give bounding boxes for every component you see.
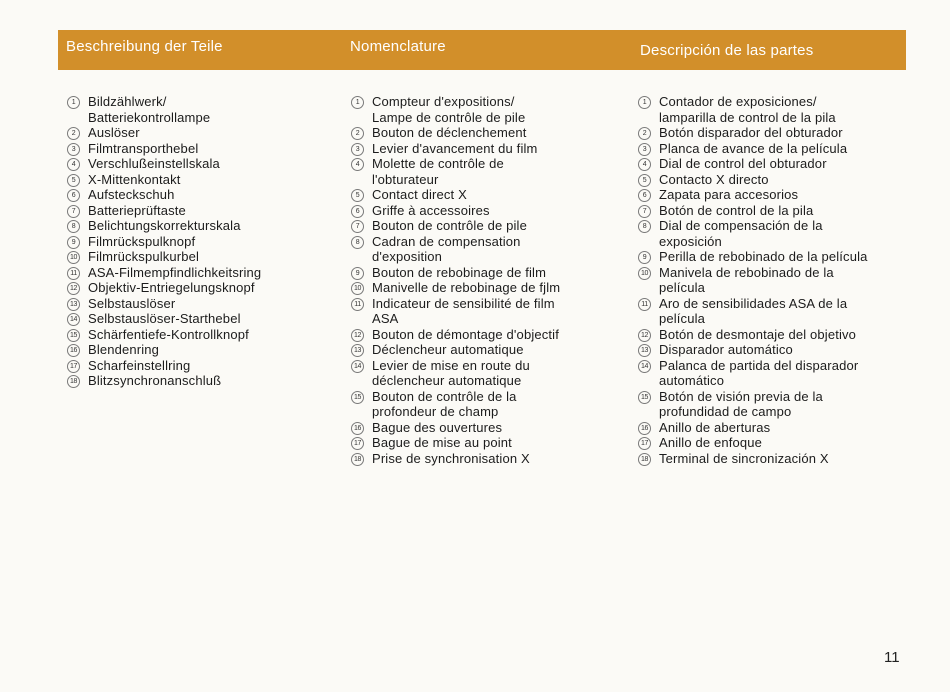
list-item (67, 156, 337, 172)
item-label: Disparador automático (659, 342, 793, 357)
item-label: Compteur d'expositions/ Lampe de contrôle de pile (372, 94, 526, 125)
item-label: Prise de synchronisation X (372, 450, 530, 466)
item-label: Objektiv-Entriegelungsknopf (88, 280, 255, 295)
list-item (638, 172, 903, 188)
item-label: Auslöser (88, 125, 140, 140)
item-label: Manivela de rebobinado de la película (659, 264, 834, 295)
item-label: Palanca de partida del disparador automático (659, 357, 859, 388)
item-number-badge: 10 (351, 282, 364, 295)
item-number-badge: 8 (67, 220, 80, 233)
item-number-badge: 11 (67, 267, 80, 280)
item-number-badge: 2 (638, 127, 651, 140)
item-label: Contact direct X (372, 187, 467, 202)
item-label: Bouton de déclenchement (372, 125, 527, 140)
item-number-badge: 15 (351, 391, 364, 404)
item-number-badge: 4 (351, 158, 364, 171)
item-label: Botón disparador del obturador (659, 125, 843, 140)
list-item (638, 265, 903, 296)
item-label: Manivelle de rebobinage de fjlm (372, 280, 561, 295)
item-number-badge: 17 (638, 437, 651, 450)
item-label: Filmrückspulknopf (88, 233, 196, 249)
list-item (638, 94, 903, 125)
item-number-badge: 13 (351, 344, 364, 357)
item-number-badge: 4 (638, 158, 651, 171)
german-parts-list (67, 94, 337, 389)
list-item (67, 296, 337, 312)
list-item (351, 435, 621, 451)
item-number-badge: 5 (351, 189, 364, 202)
item-number-badge: 9 (351, 267, 364, 280)
item-number-badge: 3 (351, 143, 364, 156)
item-label: Bague des ouvertures (372, 419, 503, 435)
french-heading: Nomenclature (350, 38, 446, 55)
spanish-column (638, 94, 903, 466)
item-label: Molette de contrôle de l'obturateur (372, 156, 504, 187)
item-number-badge: 11 (351, 298, 364, 311)
spanish-heading: Descripción de las partes (640, 42, 814, 59)
item-label: Contacto X directo (659, 171, 769, 187)
item-number-badge: 17 (67, 360, 80, 373)
list-item (351, 327, 621, 343)
item-label: Terminal de sincronización X (659, 450, 829, 466)
list-item (638, 451, 903, 467)
spanish-parts-list (638, 94, 903, 466)
item-number-badge: 1 (67, 96, 80, 109)
item-label: X-Mittenkontakt (88, 171, 181, 187)
list-item (351, 187, 621, 203)
list-item (638, 327, 903, 343)
item-label: Aro de sensibilidades ASA de la película (659, 295, 848, 326)
item-number-badge: 1 (351, 96, 364, 109)
item-number-badge: 18 (638, 453, 651, 466)
item-label: Scharfeinstellring (88, 357, 191, 373)
item-label: Blitzsynchronanschluß (88, 373, 222, 388)
item-label: Filmtransporthebel (88, 140, 199, 156)
item-label: Bague de mise au point (372, 435, 512, 450)
item-label: Bouton de démontage d'objectif (372, 326, 559, 342)
item-label: Planca de avance de la película (659, 140, 848, 156)
item-label: Belichtungskorrekturskala (88, 218, 241, 233)
item-label: Verschlußeinstellskala (88, 156, 220, 171)
item-number-badge: 10 (67, 251, 80, 264)
item-number-badge: 2 (67, 127, 80, 140)
item-label: Bouton de contrôle de la profondeur de champ (372, 388, 517, 419)
item-label: Bouton de contrôle de pile (372, 218, 527, 233)
item-label: Bildzählwerk/ Batteriekontrollampe (88, 94, 211, 125)
item-number-badge: 6 (351, 205, 364, 218)
list-item (67, 327, 337, 343)
item-number-badge: 9 (638, 251, 651, 264)
item-number-badge: 13 (638, 344, 651, 357)
list-item (351, 280, 621, 296)
item-label: Perilla de rebobinado de la película (659, 249, 868, 264)
item-label: Botón de visión previa de la profundidad de campo (659, 388, 823, 419)
item-number-badge: 9 (67, 236, 80, 249)
item-number-badge: 11 (638, 298, 651, 311)
item-label: Filmrückspulkurbel (88, 249, 200, 264)
french-parts-list (351, 94, 621, 466)
item-number-badge: 14 (67, 313, 80, 326)
list-item (638, 435, 903, 451)
list-item (351, 203, 621, 219)
item-number-badge: 14 (638, 360, 651, 373)
list-item (351, 218, 621, 234)
list-item (351, 234, 621, 265)
item-label: ASA-Filmempfindlichkeitsring (88, 264, 262, 280)
item-number-badge: 13 (67, 298, 80, 311)
list-item (67, 280, 337, 296)
item-number-badge: 7 (67, 205, 80, 218)
list-item (351, 420, 621, 436)
item-number-badge: 18 (351, 453, 364, 466)
item-number-badge: 18 (67, 375, 80, 388)
item-label: Botón de control de la pila (659, 202, 814, 218)
list-item (67, 311, 337, 327)
item-number-badge: 12 (67, 282, 80, 295)
item-number-badge: 8 (638, 220, 651, 233)
item-label: Selbstauslöser-Starthebel (88, 311, 241, 326)
list-item (67, 94, 337, 125)
list-item (351, 141, 621, 157)
item-number-badge: 14 (351, 360, 364, 373)
list-item (638, 141, 903, 157)
list-item (351, 125, 621, 141)
list-item (67, 141, 337, 157)
list-item (638, 358, 903, 389)
item-number-badge: 17 (351, 437, 364, 450)
item-number-badge: 5 (638, 174, 651, 187)
item-number-badge: 10 (638, 267, 651, 280)
item-number-badge: 16 (351, 422, 364, 435)
item-number-badge: 5 (67, 174, 80, 187)
item-number-badge: 7 (638, 205, 651, 218)
item-number-badge: 16 (67, 344, 80, 357)
item-number-badge: 12 (351, 329, 364, 342)
french-column (351, 94, 621, 466)
item-number-badge: 6 (67, 189, 80, 202)
item-label: Zapata para accesorios (659, 187, 799, 202)
item-number-badge: 3 (67, 143, 80, 156)
item-label: Dial de compensación de la exposición (659, 218, 823, 249)
list-item (351, 296, 621, 327)
item-label: Contador de exposiciones/ lamparilla de control de la pila (659, 94, 836, 125)
item-number-badge: 6 (638, 189, 651, 202)
list-item (351, 358, 621, 389)
german-column (67, 94, 337, 389)
item-number-badge: 15 (67, 329, 80, 342)
item-label: Blendenring (88, 342, 160, 357)
item-number-badge: 1 (638, 96, 651, 109)
item-label: Aufsteckschuh (88, 187, 175, 202)
list-item (351, 265, 621, 281)
list-item (638, 296, 903, 327)
list-item (351, 94, 621, 125)
list-item (638, 218, 903, 249)
item-label: Batterieprüftaste (88, 202, 186, 218)
list-item (638, 187, 903, 203)
list-item (67, 234, 337, 250)
item-label: Anillo de enfoque (659, 435, 763, 450)
list-item (351, 389, 621, 420)
list-item (67, 342, 337, 358)
item-label: Déclencheur automatique (372, 342, 524, 357)
list-item (67, 187, 337, 203)
list-item (638, 389, 903, 420)
item-label: Anillo de aberturas (659, 419, 771, 435)
list-item (67, 203, 337, 219)
item-number-badge: 7 (351, 220, 364, 233)
item-label: Bouton de rebobinage de film (372, 264, 547, 280)
list-item (67, 373, 337, 389)
item-label: Levier de mise en route du déclencheur automatique (372, 357, 530, 388)
list-item (638, 342, 903, 358)
page-number: 11 (884, 649, 900, 666)
list-item (638, 125, 903, 141)
item-number-badge: 16 (638, 422, 651, 435)
list-item (67, 218, 337, 234)
list-item (638, 420, 903, 436)
item-number-badge: 15 (638, 391, 651, 404)
list-item (638, 203, 903, 219)
item-number-badge: 3 (638, 143, 651, 156)
list-item (638, 156, 903, 172)
list-item (351, 156, 621, 187)
item-label: Botón de desmontaje del objetivo (659, 326, 857, 342)
list-item (67, 125, 337, 141)
german-heading: Beschreibung der Teile (66, 38, 223, 55)
list-item (67, 265, 337, 281)
item-label: Griffe à accessoires (372, 202, 490, 218)
item-label: Selbstauslöser (88, 295, 176, 311)
list-item (67, 358, 337, 374)
item-number-badge: 4 (67, 158, 80, 171)
item-label: Cadran de compensation d'exposition (372, 233, 521, 264)
list-item (638, 249, 903, 265)
item-number-badge: 12 (638, 329, 651, 342)
item-number-badge: 8 (351, 236, 364, 249)
list-item (351, 451, 621, 467)
item-label: Levier d'avancement du film (372, 140, 538, 156)
list-item (67, 249, 337, 265)
item-label: Dial de control del obturador (659, 156, 827, 171)
item-label: Indicateur de sensibilité de film ASA (372, 295, 555, 326)
list-item (67, 172, 337, 188)
item-label: Schärfentiefe-Kontrollknopf (88, 326, 249, 342)
list-item (351, 342, 621, 358)
item-number-badge: 2 (351, 127, 364, 140)
